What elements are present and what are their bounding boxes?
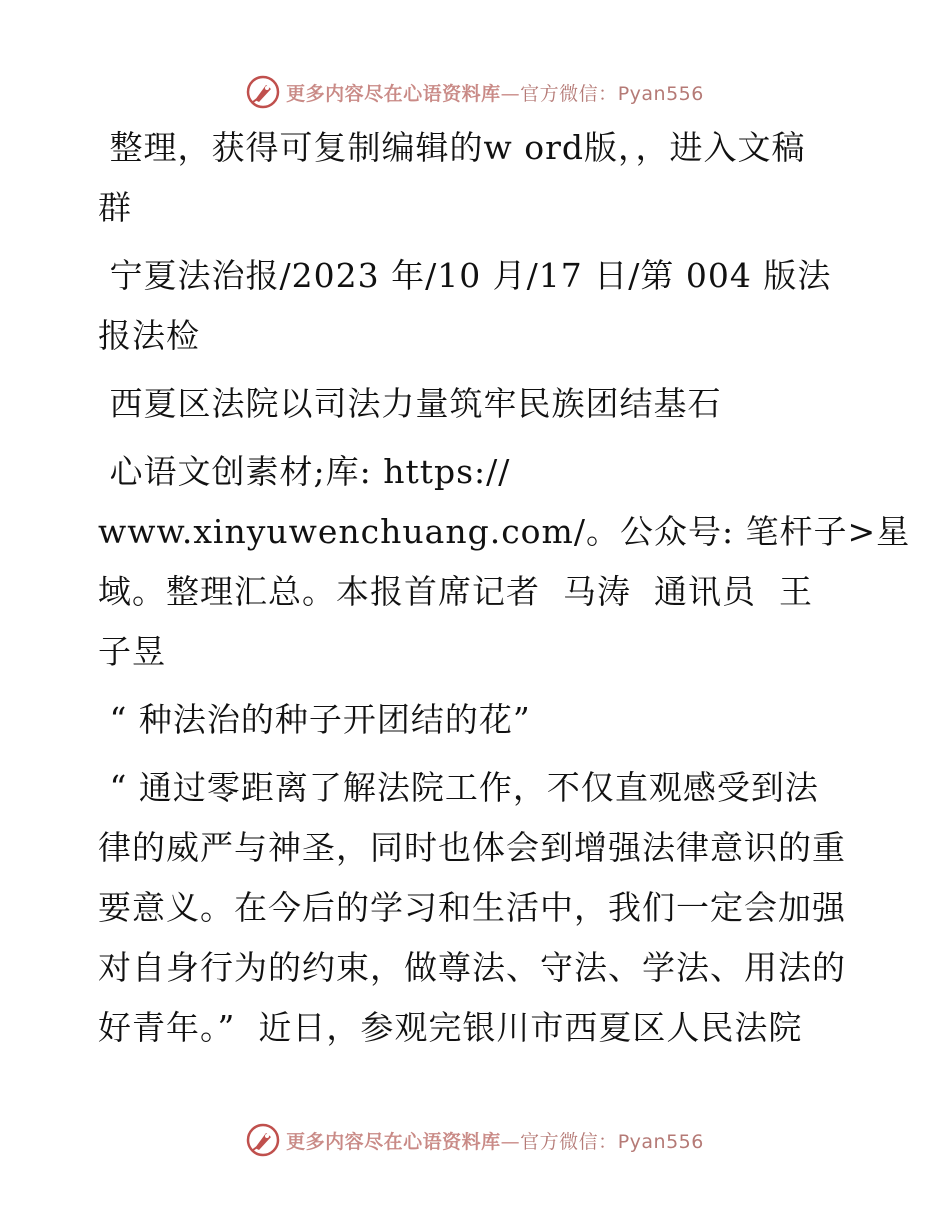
banner-text: 更多内容尽在心语资料库—官方微信：Pyan556 xyxy=(286,82,704,105)
section-heading xyxy=(98,690,850,750)
footer-banner xyxy=(0,1120,950,1160)
text-line: 域。整理汇总。本报首席记者 马涛 通讯员 王 xyxy=(98,572,813,611)
paragraph-credits xyxy=(98,442,911,682)
text-line: 西夏区法院以司法力量筑牢民族团结基石 xyxy=(98,384,722,423)
paragraph-source xyxy=(98,246,850,366)
header-banner xyxy=(0,72,950,112)
paragraph-intro xyxy=(98,118,850,238)
text-line: www.xinyuwenchuang.com/。公众号: 笔杆子>星 xyxy=(98,512,911,551)
banner-text: 更多内容尽在心语资料库—官方微信：Pyan556 xyxy=(286,1130,704,1153)
text-line: 宁夏法治报/2023 年/10 月/17 日/第 004 版法 xyxy=(98,256,832,295)
paragraph-quote xyxy=(98,758,850,1058)
text-line: 心语文创素材;库: https:// xyxy=(98,452,511,491)
pen-nib-logo-icon xyxy=(246,75,280,109)
text-line: 群 xyxy=(98,188,132,227)
text-line: 律的威严与神圣，同时也体会到增强法律意识的重 xyxy=(98,828,846,867)
document-body xyxy=(98,118,911,1058)
text-line: 对自身行为的约束，做尊法、守法、学法、用法的 xyxy=(98,948,846,987)
text-line: 报法检 xyxy=(98,316,200,355)
text-line: “ 通过零距离了解法院工作，不仅直观感受到法 xyxy=(98,768,819,807)
text-line: 子昱 xyxy=(98,632,166,671)
text-line: 好青年。” 近日，参观完银川市西夏区人民法院 xyxy=(98,1008,803,1047)
text-line: “ 种法治的种子开团结的花” xyxy=(98,700,531,739)
pen-nib-logo-icon xyxy=(246,1123,280,1157)
article-title xyxy=(98,374,850,434)
text-line: 整理，获得可复制编辑的w ord版，，进入文稿 xyxy=(98,128,806,167)
text-line: 要意义。在今后的学习和生活中，我们一定会加强 xyxy=(98,888,846,927)
